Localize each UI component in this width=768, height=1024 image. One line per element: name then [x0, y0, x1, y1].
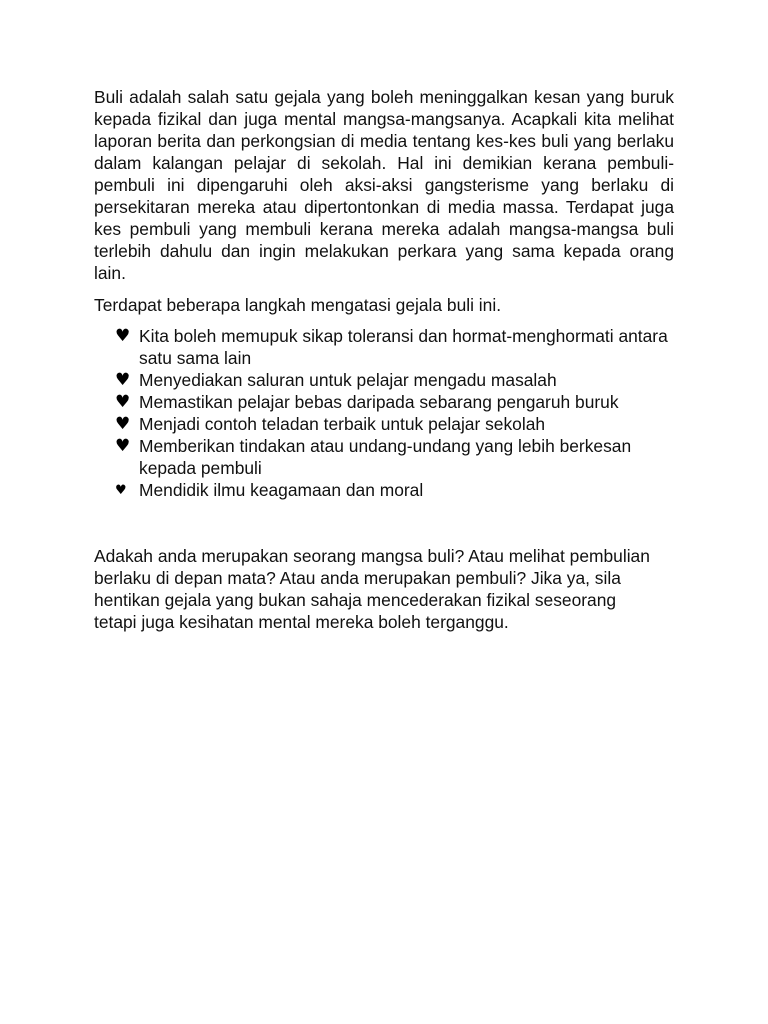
- heart-icon: ♥: [115, 414, 131, 434]
- list-item-text: Memberikan tindakan atau undang-undang yang lebih berkesan kepada pembuli: [139, 436, 632, 478]
- heart-icon: ♥: [115, 392, 131, 412]
- steps-list: [94, 325, 674, 501]
- list-intro: Terdapat beberapa langkah mengatasi gejala buli ini.: [94, 295, 502, 315]
- document-body: [94, 86, 674, 633]
- list-item: [94, 435, 674, 479]
- list-item-text: Mendidik ilmu keagamaan dan moral: [139, 480, 424, 500]
- heart-icon: ♥: [115, 436, 131, 456]
- closing-paragraph: Adakah anda merupakan seorang mangsa buli? Atau melihat pembulian berlaku di depan mata? Atau anda merupakan pembuli? Jika ya, sila hentikan gejala yang bukan sahaja mencederakan fizikal seseorang tetapi juga kesihatan mental mereka boleh terganggu.: [94, 546, 650, 632]
- heart-icon: ♥: [115, 483, 127, 498]
- list-item-text: Menjadi contoh teladan terbaik untuk pelajar sekolah: [139, 414, 546, 434]
- list-item-text: Memastikan pelajar bebas daripada sebarang pengaruh buruk: [139, 392, 619, 412]
- list-item-text: Menyediakan saluran untuk pelajar mengadu masalah: [139, 370, 557, 390]
- list-item: [94, 479, 674, 501]
- intro-paragraph: Buli adalah salah satu gejala yang boleh meninggalkan kesan yang buruk kepada fizikal dan juga mental mangsa-mangsanya. Acapkali kita melihat laporan berita dan perkongsian di media tentang kes-kes buli yang berlaku dalam kalangan pelajar di sekolah. Hal ini demikian kerana pembuli-pembuli ini dipengaruhi oleh aksi-aksi gangsterisme yang berlaku di persekitaran mereka atau dipertontonkan di media massa. Terdapat juga kes pembuli yang membuli kerana mereka adalah mangsa-mangsa buli terlebih dahulu dan ingin melakukan perkara yang sama kepada orang lain.: [94, 87, 674, 283]
- heart-icon: ♥: [115, 370, 131, 390]
- list-item: [94, 325, 674, 369]
- heart-icon: ♥: [115, 326, 131, 346]
- list-item: [94, 391, 674, 413]
- list-item-text: Kita boleh memupuk sikap toleransi dan hormat-menghormati antara satu sama lain: [139, 326, 668, 368]
- list-item: [94, 369, 674, 391]
- list-item: [94, 413, 674, 435]
